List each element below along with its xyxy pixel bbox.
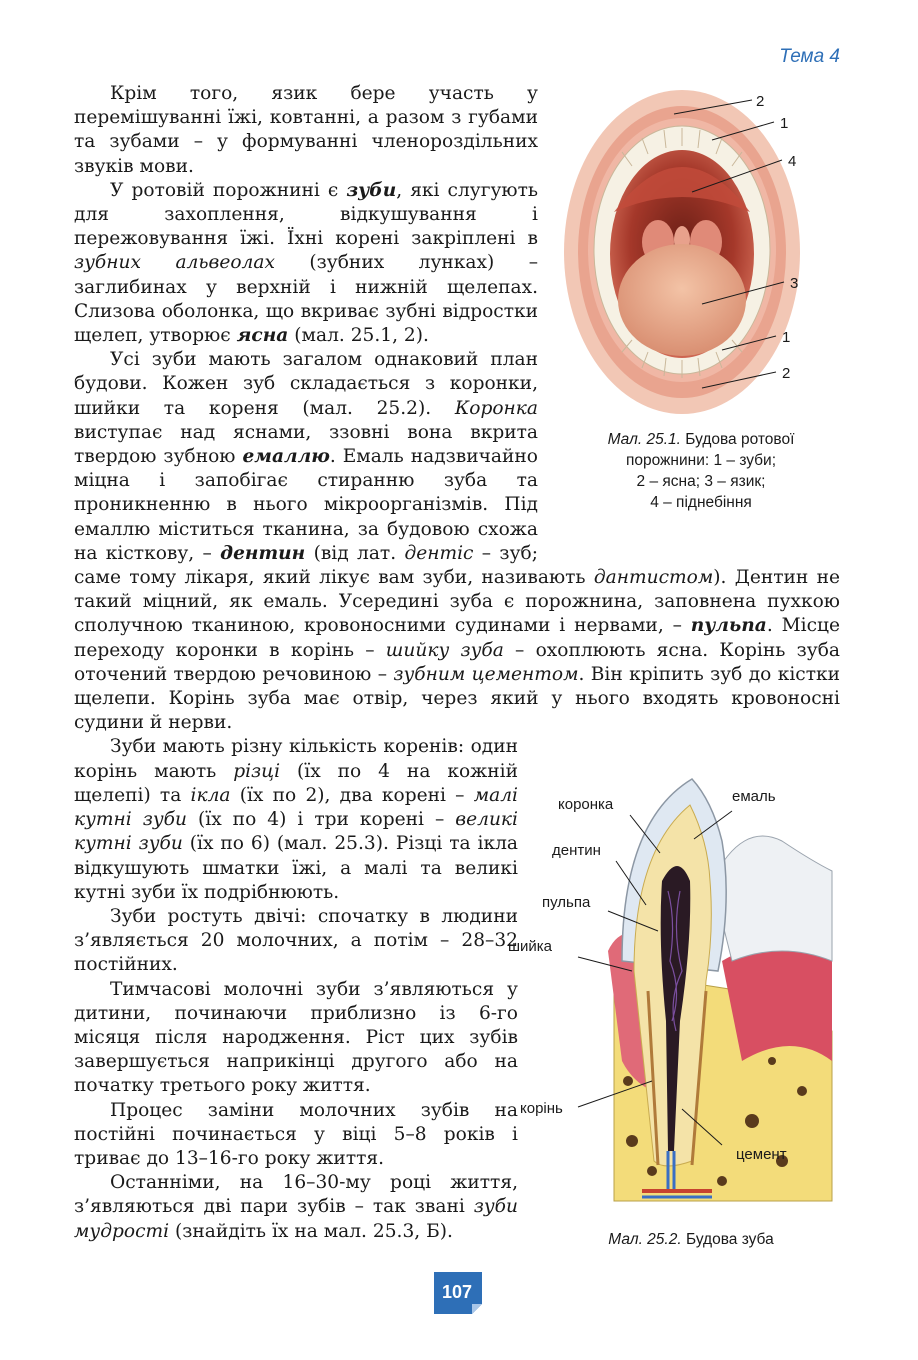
page-number-badge xyxy=(432,1270,486,1316)
term: різці xyxy=(233,760,281,782)
mouth-label-teeth-bottom: 1 xyxy=(782,329,791,346)
caption-line: 4 – піднебіння xyxy=(650,494,752,512)
caption-title: Будова ротової xyxy=(685,431,795,449)
term: Коронка xyxy=(454,397,538,419)
paragraph: Останніми, на 16–30-му році життя, з’являються дві пари зубів – так звані зуби мудрості (знайдіть їх на мал. 25.3, Б). xyxy=(74,1172,518,1242)
figure-tooth-caption xyxy=(542,1229,840,1250)
mouth-label-gums-bottom: 2 xyxy=(782,365,791,382)
tooth-label-crown: коронка xyxy=(558,796,614,814)
caption-label: Мал. 25.2. xyxy=(608,1230,682,1248)
tooth-label-dentin: дентин xyxy=(552,842,601,860)
figure-mouth-caption xyxy=(562,429,840,513)
mouth-label-palate: 4 xyxy=(788,153,797,170)
caption-label: Мал. 25.1. xyxy=(607,431,681,449)
tooth-label-enamel: емаль xyxy=(732,788,776,806)
paragraph: Зуби мають різну кількість коренів: один корінь мають різці (їх по 4 на кожній щелепі) та ікла (їх по 2), два корені – малі кутні зуби (їх по 4) і три корені – великі кутні зуби (їх по 6) (мал. 25.3). Різці та ікла відкушують шматки їжі, а малі та великі кутні зуби їх подрібнюють. xyxy=(74,736,518,903)
term: ікла xyxy=(190,784,231,806)
term: ясна xyxy=(236,325,289,347)
term: великі кутні зуби xyxy=(74,809,518,855)
term: шийку зуба xyxy=(385,639,504,661)
term: малі кутні зуби xyxy=(74,784,518,831)
caption-line: порожнини: 1 – зуби; xyxy=(625,452,777,470)
paragraph: Усі зуби мають загалом однаковий план будови. Кожен зуб складається з коронки, шийки та кореня (мал. 25.2). Коронка виступає над яснами, ззовні вона вкрита твердою зубною емаллю. Емаль надзвичайно міцна і запобігає стиранню зуба та проникненню в нього мікроорганізмів. Під емаллю міститься тканина, за будовою схожа на кісткову, – дентин (від лат. дентіс – зуб; саме тому лікаря, який лікує вам зуби, називають дантистом). Дентин не такий міцний, як емаль. Усередині зуба є порожнина, заповнена пухкою сполучною тканиною, кровоносними судинами і нервами, – пульпа. Місце переходу коронки в корінь – шийку зуба – охоплюють ясна. Корінь зуба оточений твердою речовиною – зубним цементом. Він кріпить зуб до кістки щелепи. Корінь зуба має отвір, через який у нього входять кровоносні судини й нерви. xyxy=(74,349,840,734)
tooth-label-cement: цемент xyxy=(736,1146,787,1164)
paragraph: У ротовій порожнині є зуби, які слугують для захоплення, відкушування і пережовування їжі. Їхні корені закріплені в зубних альвеолах (зубних лунках) – заглибинах у верхній і нижній щелепах. Слизова оболонка, що вкриває зубні відростки щелеп, утворює ясна (мал. 25.1, 2). xyxy=(74,179,539,347)
body-text xyxy=(74,82,840,1269)
tooth-label-root: корінь xyxy=(520,1100,563,1118)
term: зубним цементом xyxy=(393,663,579,685)
figure-tooth xyxy=(508,761,840,1261)
page-number: 107 xyxy=(441,1281,473,1302)
caption-line: 2 – ясна; 3 – язик; xyxy=(636,473,766,491)
tooth-illustration xyxy=(508,761,840,1228)
paragraph: Зуби ростуть двічі: спочатку в людини з’являється 20 молочних, а потім – 28–32 постійних. xyxy=(74,905,518,976)
paragraph: Крім того, язик бере участь у перемішуванні їжі, ковтанні, а разом з губами та зубами – у формуванні членороздільних звуків мови. xyxy=(74,83,538,177)
mouth-illustration xyxy=(562,82,840,429)
topic-header: Тема 4 xyxy=(779,46,840,67)
term: зубних альвеолах xyxy=(74,252,275,274)
caption-title: Будова зуба xyxy=(685,1230,774,1248)
term: пульпа xyxy=(690,615,767,637)
tooth-label-neck: шийка xyxy=(508,938,553,956)
term: дентіс xyxy=(404,542,474,564)
tooth-label-pulp: пульпа xyxy=(542,894,591,912)
mouth-label-gums-top: 2 xyxy=(756,93,765,110)
mouth-label-tongue: 3 xyxy=(790,275,799,292)
paragraph: Тимчасові молочні зуби з’являються у дитини, починаючи приблизно із 6-го місяця після народження. Ріст цих зубів завершується наприкінці другого або на початку третього року життя. xyxy=(74,978,518,1097)
term: емаллю xyxy=(242,446,330,468)
term: дентин xyxy=(220,542,306,564)
mouth-label-teeth-top: 1 xyxy=(780,115,789,132)
term: зуби мудрості xyxy=(74,1196,518,1242)
figure-mouth xyxy=(562,82,840,540)
term: дантистом xyxy=(593,567,714,589)
term: зуби xyxy=(346,179,397,201)
paragraph: Процес заміни молочних зубів на постійні починається у віці 5–8 років і триває до 13–16-го року життя. xyxy=(74,1099,518,1169)
